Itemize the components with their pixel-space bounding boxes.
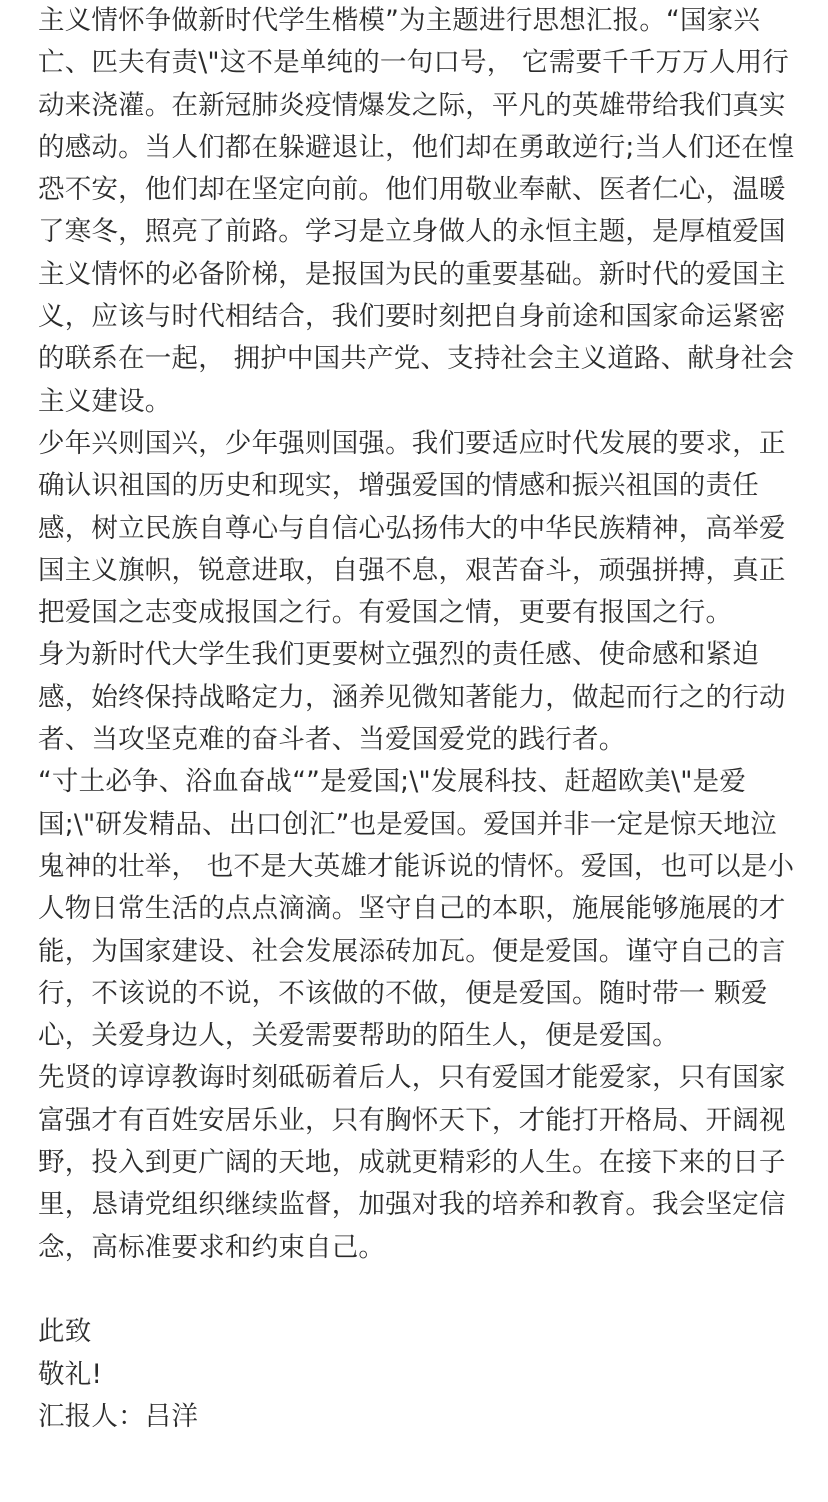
paragraph-3: 身为新时代大学生我们更要树立强烈的责任感、使命感和紧迫感，始终保持战略定力，涵养见微知著能力，做起而行之的行动者、当攻坚克难的奋斗者、当爱国爱党的践行者。 xyxy=(38,639,786,756)
paragraph-5: 先贤的谆谆教诲时刻砥砺着后人，只有爱国才能爱家，只有国家富强才有百姓安居乐业，只有胸怀天下，才能打开格局、开阔视野，投入到更广阔的天地，成就更精彩的人生。在接下来的日子里，恳请党组织继续监督，加强对我的培养和教育。我会坚定信念，高标准要求和约束自己。 xyxy=(38,1062,786,1263)
closing-salutation: 此致 xyxy=(38,1316,92,1348)
paragraph-1: 主义情怀争做新时代学生楷模”为主题进行思想汇报。“国家兴亡、匹夫有责\"这不是单纯的一句口号， 它需要千千万万人用行动来浇灌。在新冠肺炎疫情爆发之际，平凡的英雄带给我们真实的感动。当人们都在躲避退让，他们却在勇敢逆行;当人们还在惶恐不安，他们却在坚定向前。他们用敬业奉献、医者仁心，温暖了寒冬，照亮了前路。学习是立身做人的永恒主题，是厚植爱国主义情怀的必备阶梯，是报国为民的重要基础。新时代的爱国主义，应该与时代相结合，我们要时刻把自身前途和国家命运紧密的联系在一起， 拥护中国共产党、支持社会主义道路、献身社会主义建设。 xyxy=(38,5,795,417)
paragraph-4: “寸土必争、浴血奋战“”是爱国;\"发展科技、赶超欧美\"是爱国;\"研发精品、出口创汇”也是爱国。爱国并非一定是惊天地泣鬼神的壮举， 也不是大英雄才能诉说的情怀。爱国，也可以是小人物日常生活的点点滴滴。坚守自己的本职，施展能够施展的才能，为国家建设、社会发展添砖加瓦。便是爱国。谨守自己的言行，不该说的不说，不该做的不做，便是爱国。随时带一 颗爱心，关爱身边人，关爱需要帮助的陌生人，便是爱国。 xyxy=(38,766,795,1052)
closing-regards: 敬礼! xyxy=(38,1358,103,1390)
signature: 汇报人：吕洋 xyxy=(38,1400,199,1432)
document-body xyxy=(38,0,798,1438)
paragraph-2: 少年兴则国兴，少年强则国强。我们要适应时代发展的要求，正确认识祖国的历史和现实，增强爱国的情感和振兴祖国的责任感，树立民族自尊心与自信心弘扬伟大的中华民族精神，高举爱国主义旗帜，锐意进取，自强不息，艰苦奋斗，顽强拼搏，真正把爱国之志变成报国之行。有爱国之情，更要有报国之行。 xyxy=(38,427,786,629)
blank-line xyxy=(38,1269,798,1311)
